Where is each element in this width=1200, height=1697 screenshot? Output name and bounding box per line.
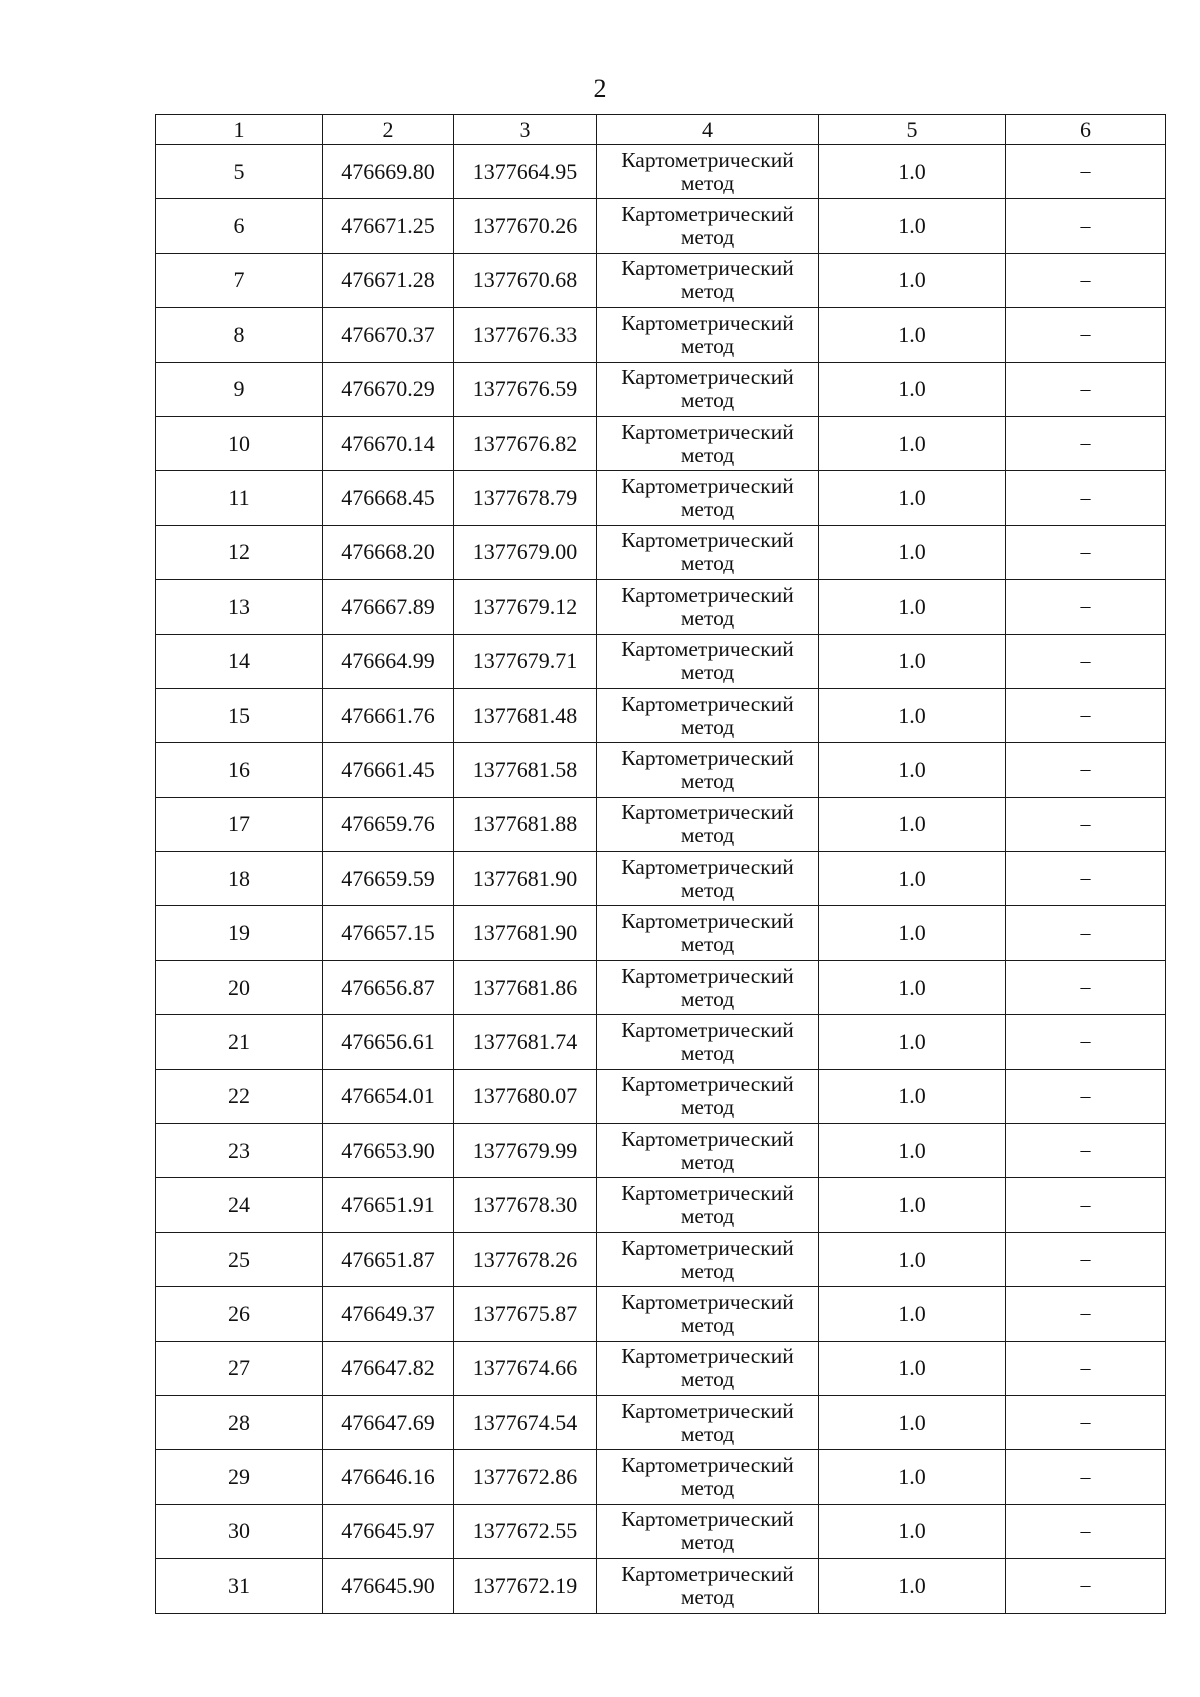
method-cell [597,1069,819,1123]
accuracy-cell: 1.0 [819,960,1006,1014]
accuracy-cell: 1.0 [819,1124,1006,1178]
description-cell: – [1006,1450,1166,1504]
accuracy-cell: 1.0 [819,416,1006,470]
accuracy-cell: 1.0 [819,688,1006,742]
y-coordinate-cell: 1377672.19 [454,1559,597,1613]
method-line-1: Картометрический [621,202,794,227]
x-coordinate-cell: 476649.37 [323,1287,454,1341]
method-cell [597,1504,819,1558]
method-line-2: метод [680,333,735,358]
y-coordinate-cell: 1377674.54 [454,1395,597,1449]
method-line-1: Картометрический [621,419,794,444]
method-cell [597,688,819,742]
method-line-2: метод [680,1040,735,1065]
table-row [156,634,1166,688]
method-line-2: метод [680,1095,735,1120]
description-cell: – [1006,362,1166,416]
description-cell: – [1006,1559,1166,1613]
x-coordinate-cell: 476645.97 [323,1504,454,1558]
method-cell [597,362,819,416]
x-coordinate-cell: 476659.76 [323,797,454,851]
table-row [156,852,1166,906]
table-row [156,743,1166,797]
method-line-2: метод [680,1421,735,1446]
method-line-1: Картометрический [621,1289,794,1314]
x-coordinate-cell: 476647.82 [323,1341,454,1395]
method-cell [597,253,819,307]
method-line-2: метод [680,1584,735,1609]
accuracy-cell: 1.0 [819,525,1006,579]
method-cell [597,852,819,906]
table-row [156,580,1166,634]
description-cell: – [1006,634,1166,688]
method-line-1: Картометрический [621,745,794,770]
x-coordinate-cell: 476671.28 [323,253,454,307]
point-number-cell: 6 [156,199,323,253]
y-coordinate-cell: 1377681.48 [454,688,597,742]
description-cell: – [1006,743,1166,797]
y-coordinate-cell: 1377678.26 [454,1232,597,1286]
method-line-1: Картометрический [621,1507,794,1532]
description-cell: – [1006,960,1166,1014]
accuracy-cell: 1.0 [819,1504,1006,1558]
table-row [156,797,1166,851]
table-row [156,199,1166,253]
point-number-cell: 24 [156,1178,323,1232]
column-header-5: 5 [819,115,1006,145]
method-cell [597,634,819,688]
x-coordinate-cell: 476647.69 [323,1395,454,1449]
method-cell [597,580,819,634]
y-coordinate-cell: 1377675.87 [454,1287,597,1341]
y-coordinate-cell: 1377681.90 [454,852,597,906]
accuracy-cell: 1.0 [819,906,1006,960]
method-line-2: метод [680,714,735,739]
x-coordinate-cell: 476670.14 [323,416,454,470]
x-coordinate-cell: 476656.87 [323,960,454,1014]
y-coordinate-cell: 1377679.71 [454,634,597,688]
method-line-2: метод [680,279,735,304]
point-number-cell: 21 [156,1015,323,1069]
column-header-4: 4 [597,115,819,145]
table-row [156,1559,1166,1613]
method-cell [597,1559,819,1613]
table-row [156,906,1166,960]
method-line-2: метод [680,932,735,957]
point-number-cell: 13 [156,580,323,634]
method-cell [597,1287,819,1341]
method-line-1: Картометрический [621,1398,794,1423]
method-line-1: Картометрический [621,800,794,825]
point-number-cell: 17 [156,797,323,851]
x-coordinate-cell: 476670.29 [323,362,454,416]
method-cell [597,743,819,797]
method-cell [597,906,819,960]
x-coordinate-cell: 476661.45 [323,743,454,797]
table-row [156,145,1166,199]
accuracy-cell: 1.0 [819,253,1006,307]
y-coordinate-cell: 1377679.12 [454,580,597,634]
accuracy-cell: 1.0 [819,1015,1006,1069]
table-row [156,1069,1166,1123]
y-coordinate-cell: 1377676.82 [454,416,597,470]
x-coordinate-cell: 476668.20 [323,525,454,579]
method-line-2: метод [680,1204,735,1229]
point-number-cell: 25 [156,1232,323,1286]
description-cell: – [1006,852,1166,906]
description-cell: – [1006,688,1166,742]
method-line-1: Картометрический [621,365,794,390]
y-coordinate-cell: 1377676.59 [454,362,597,416]
method-line-2: метод [680,768,735,793]
method-line-1: Картометрический [621,582,794,607]
point-number-cell: 22 [156,1069,323,1123]
x-coordinate-cell: 476646.16 [323,1450,454,1504]
method-cell [597,145,819,199]
method-cell [597,960,819,1014]
y-coordinate-cell: 1377681.74 [454,1015,597,1069]
method-line-2: метод [680,225,735,250]
accuracy-cell: 1.0 [819,797,1006,851]
y-coordinate-cell: 1377681.88 [454,797,597,851]
point-number-cell: 10 [156,416,323,470]
table-row [156,1287,1166,1341]
x-coordinate-cell: 476653.90 [323,1124,454,1178]
table-header-row [156,115,1166,145]
y-coordinate-cell: 1377681.90 [454,906,597,960]
table-row [156,1124,1166,1178]
table-row [156,688,1166,742]
point-number-cell: 14 [156,634,323,688]
accuracy-cell: 1.0 [819,1450,1006,1504]
column-header-3: 3 [454,115,597,145]
y-coordinate-cell: 1377681.58 [454,743,597,797]
description-cell: – [1006,1287,1166,1341]
accuracy-cell: 1.0 [819,580,1006,634]
point-number-cell: 23 [156,1124,323,1178]
description-cell: – [1006,1232,1166,1286]
y-coordinate-cell: 1377670.26 [454,199,597,253]
method-line-1: Картометрический [621,1453,794,1478]
method-line-1: Картометрический [621,1235,794,1260]
method-line-2: метод [680,1149,735,1174]
description-cell: – [1006,906,1166,960]
description-cell: – [1006,525,1166,579]
x-coordinate-cell: 476671.25 [323,199,454,253]
description-cell: – [1006,253,1166,307]
accuracy-cell: 1.0 [819,852,1006,906]
y-coordinate-cell: 1377674.66 [454,1341,597,1395]
method-cell [597,416,819,470]
accuracy-cell: 1.0 [819,471,1006,525]
method-line-1: Картометрический [621,909,794,934]
table-row [156,471,1166,525]
description-cell: – [1006,1395,1166,1449]
point-number-cell: 5 [156,145,323,199]
table-row [156,416,1166,470]
table-row [156,1395,1166,1449]
accuracy-cell: 1.0 [819,1559,1006,1613]
y-coordinate-cell: 1377678.30 [454,1178,597,1232]
accuracy-cell: 1.0 [819,1341,1006,1395]
method-line-2: метод [680,605,735,630]
method-cell [597,1395,819,1449]
point-number-cell: 20 [156,960,323,1014]
table-row [156,525,1166,579]
method-line-1: Картометрический [621,474,794,499]
page-number: 2 [593,74,607,103]
method-line-2: метод [680,1312,735,1337]
description-cell: – [1006,1124,1166,1178]
description-cell: – [1006,797,1166,851]
table-row [156,960,1166,1014]
method-line-1: Картометрический [621,637,794,662]
accuracy-cell: 1.0 [819,199,1006,253]
x-coordinate-cell: 476656.61 [323,1015,454,1069]
accuracy-cell: 1.0 [819,1395,1006,1449]
x-coordinate-cell: 476654.01 [323,1069,454,1123]
table-row [156,1450,1166,1504]
x-coordinate-cell: 476667.89 [323,580,454,634]
table-body [156,115,1166,1614]
description-cell: – [1006,471,1166,525]
method-line-2: метод [680,442,735,467]
coordinates-table [155,114,1166,1614]
accuracy-cell: 1.0 [819,1287,1006,1341]
table-row [156,308,1166,362]
method-line-1: Картометрический [621,1181,794,1206]
point-number-cell: 30 [156,1504,323,1558]
point-number-cell: 15 [156,688,323,742]
method-line-1: Картометрический [621,1017,794,1042]
method-cell [597,199,819,253]
accuracy-cell: 1.0 [819,308,1006,362]
method-line-1: Картометрический [621,310,794,335]
y-coordinate-cell: 1377670.68 [454,253,597,307]
description-cell: – [1006,1341,1166,1395]
y-coordinate-cell: 1377679.00 [454,525,597,579]
accuracy-cell: 1.0 [819,1069,1006,1123]
table-row [156,1232,1166,1286]
table-row [156,1341,1166,1395]
accuracy-cell: 1.0 [819,634,1006,688]
x-coordinate-cell: 476651.91 [323,1178,454,1232]
accuracy-cell: 1.0 [819,1232,1006,1286]
x-coordinate-cell: 476651.87 [323,1232,454,1286]
method-line-2: метод [680,823,735,848]
description-cell: – [1006,580,1166,634]
method-cell [597,1232,819,1286]
method-cell [597,1124,819,1178]
method-line-2: метод [680,986,735,1011]
method-cell [597,308,819,362]
method-line-1: Картометрический [621,147,794,172]
accuracy-cell: 1.0 [819,743,1006,797]
y-coordinate-cell: 1377681.86 [454,960,597,1014]
description-cell: – [1006,1069,1166,1123]
description-cell: – [1006,199,1166,253]
description-cell: – [1006,145,1166,199]
y-coordinate-cell: 1377676.33 [454,308,597,362]
description-cell: – [1006,308,1166,362]
method-line-1: Картометрический [621,691,794,716]
x-coordinate-cell: 476668.45 [323,471,454,525]
accuracy-cell: 1.0 [819,1178,1006,1232]
point-number-cell: 26 [156,1287,323,1341]
point-number-cell: 28 [156,1395,323,1449]
table-row [156,1015,1166,1069]
method-cell [597,797,819,851]
y-coordinate-cell: 1377678.79 [454,471,597,525]
table-row [156,1504,1166,1558]
accuracy-cell: 1.0 [819,145,1006,199]
method-line-2: метод [680,1530,735,1555]
table-row [156,362,1166,416]
point-number-cell: 27 [156,1341,323,1395]
method-line-1: Картометрический [621,1344,794,1369]
table-row [156,1178,1166,1232]
method-cell [597,1178,819,1232]
method-line-2: метод [680,551,735,576]
method-cell [597,1015,819,1069]
point-number-cell: 18 [156,852,323,906]
y-coordinate-cell: 1377680.07 [454,1069,597,1123]
y-coordinate-cell: 1377672.86 [454,1450,597,1504]
method-cell [597,1341,819,1395]
method-cell [597,525,819,579]
method-line-2: метод [680,170,735,195]
method-line-2: метод [680,877,735,902]
method-line-2: метод [680,660,735,685]
description-cell: – [1006,1015,1166,1069]
method-line-1: Картометрический [621,1072,794,1097]
accuracy-cell: 1.0 [819,362,1006,416]
x-coordinate-cell: 476664.99 [323,634,454,688]
point-number-cell: 12 [156,525,323,579]
description-cell: – [1006,416,1166,470]
y-coordinate-cell: 1377672.55 [454,1504,597,1558]
point-number-cell: 11 [156,471,323,525]
column-header-1: 1 [156,115,323,145]
method-line-2: метод [680,497,735,522]
x-coordinate-cell: 476645.90 [323,1559,454,1613]
description-cell: – [1006,1178,1166,1232]
y-coordinate-cell: 1377679.99 [454,1124,597,1178]
method-line-1: Картометрический [621,256,794,281]
point-number-cell: 31 [156,1559,323,1613]
x-coordinate-cell: 476659.59 [323,852,454,906]
x-coordinate-cell: 476657.15 [323,906,454,960]
table-row [156,253,1166,307]
method-cell [597,1450,819,1504]
point-number-cell: 7 [156,253,323,307]
method-line-2: метод [680,1367,735,1392]
method-line-1: Картометрический [621,1561,794,1586]
x-coordinate-cell: 476661.76 [323,688,454,742]
x-coordinate-cell: 476669.80 [323,145,454,199]
method-line-1: Картометрический [621,528,794,553]
method-cell [597,471,819,525]
column-header-2: 2 [323,115,454,145]
point-number-cell: 29 [156,1450,323,1504]
method-line-1: Картометрический [621,1126,794,1151]
column-header-6: 6 [1006,115,1166,145]
y-coordinate-cell: 1377664.95 [454,145,597,199]
point-number-cell: 19 [156,906,323,960]
method-line-1: Картометрический [621,963,794,988]
description-cell: – [1006,1504,1166,1558]
method-line-2: метод [680,1258,735,1283]
x-coordinate-cell: 476670.37 [323,308,454,362]
method-line-2: метод [680,388,735,413]
point-number-cell: 9 [156,362,323,416]
method-line-2: метод [680,1476,735,1501]
point-number-cell: 16 [156,743,323,797]
point-number-cell: 8 [156,308,323,362]
method-line-1: Картометрический [621,854,794,879]
